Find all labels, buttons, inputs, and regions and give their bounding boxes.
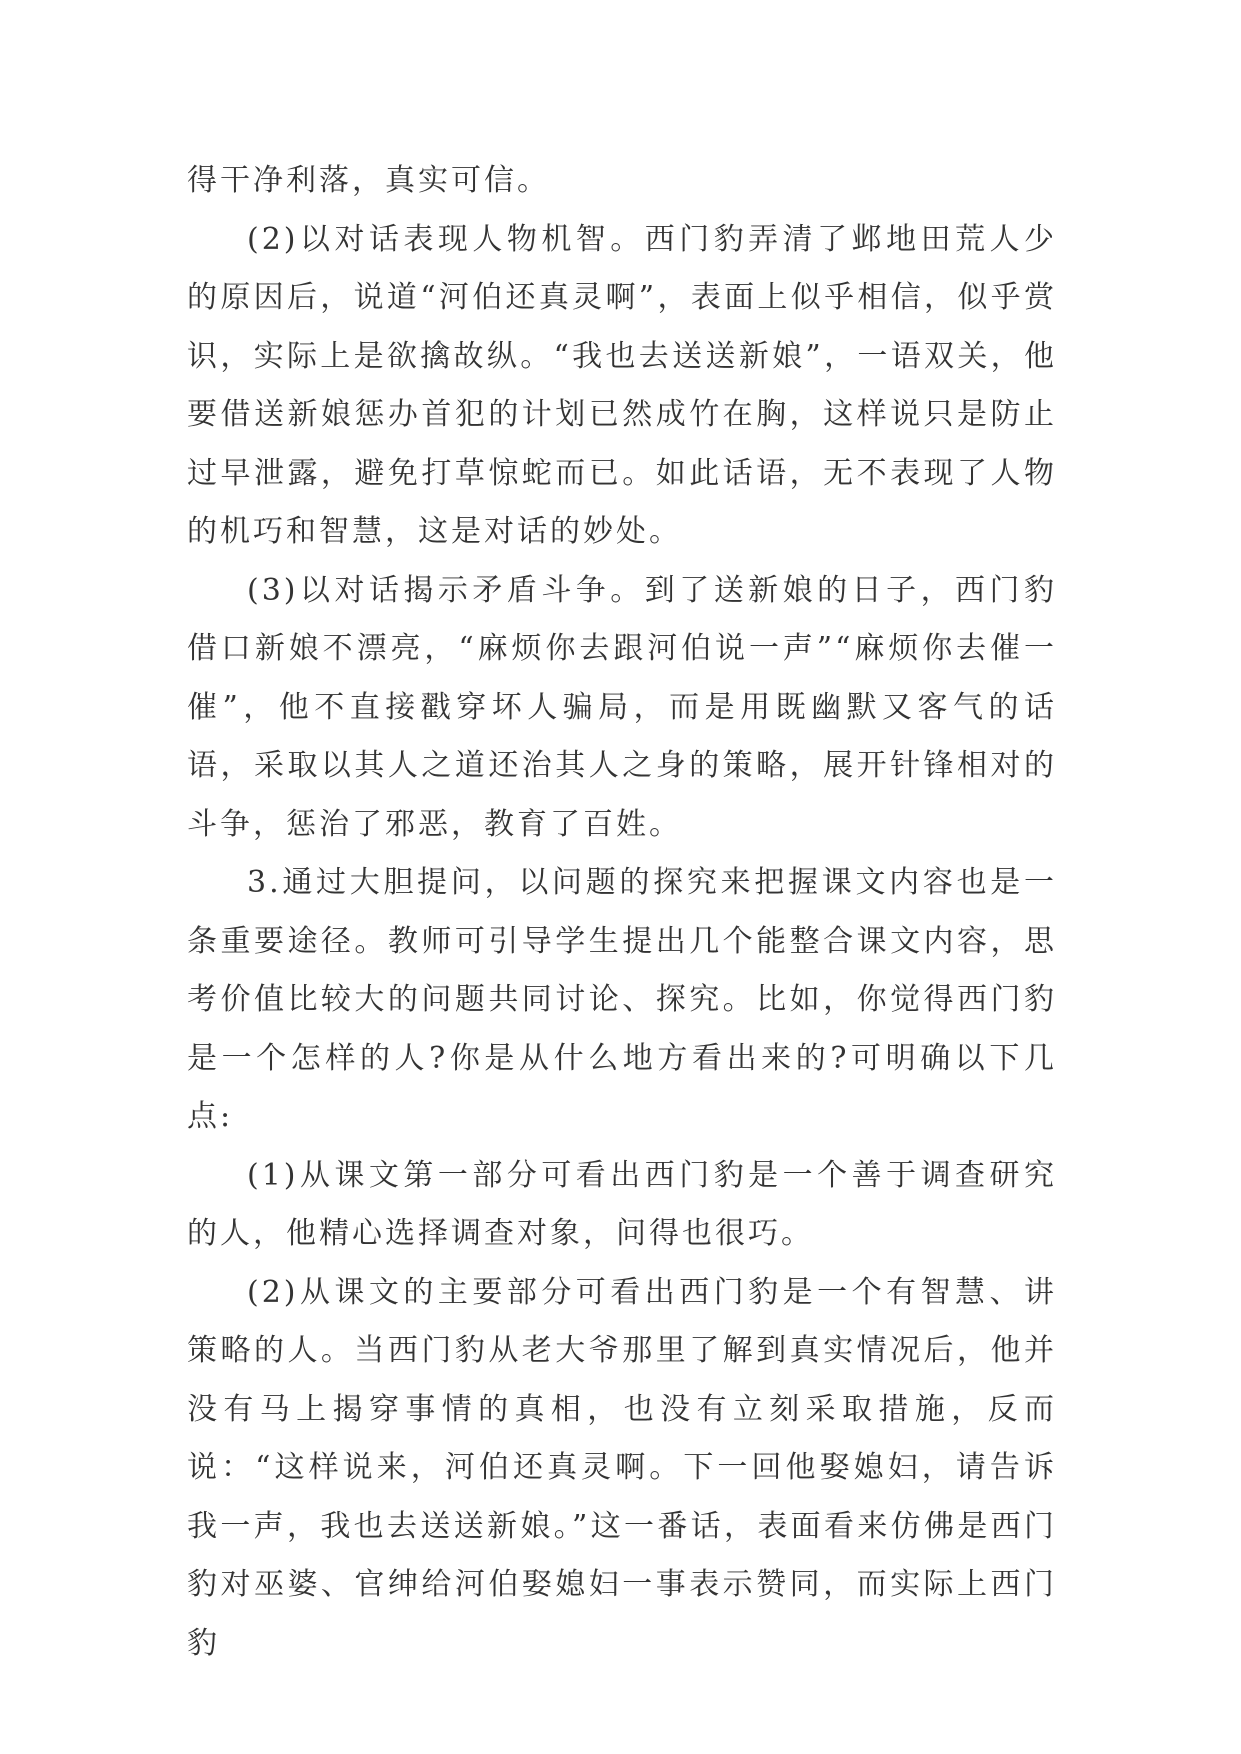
paragraph-point-research: (1)从课文第一部分可看出西门豹是一个善于调查研究的人，他精心选择调查对象，问得也很巧。	[187, 1157, 1057, 1251]
paragraph-dialogue-conflict: (3)以对话揭示矛盾斗争。到了送新娘的日子，西门豹借口新娘不漂亮，“麻烦你去跟河伯说一声”“麻烦你去催一催”，他不直接戳穿坏人骗局，而是用既幽默又客气的话语，采取以其人之道还治其人之身的策略，展开针锋相对的斗争，惩治了邪恶，教育了百姓。	[187, 572, 1057, 842]
paragraph-continuation: 得干净利落，真实可信。	[187, 163, 550, 198]
document-page	[187, 152, 1057, 1673]
paragraph-dialogue-wit: (2)以对话表现人物机智。西门豹弄清了邺地田荒人少的原因后，说道“河伯还真灵啊”，表面上似乎相信，似乎赏识，实际上是欲擒故纵。“我也去送送新娘”，一语双关，他要借送新娘惩办首犯的计划已然成竹在胸，这样说只是防止过早泄露，避免打草惊蛇而已。如此话语，无不表现了人物的机巧和智慧，这是对话的妙处。	[187, 221, 1057, 549]
paragraph-point-strategy: (2)从课文的主要部分可看出西门豹是一个有智慧、讲策略的人。当西门豹从老大爷那里了解到真实情况后，他并没有马上揭穿事情的真相，也没有立刻采取措施，反而说：“这样说来，河伯还真灵啊。下一回他娶媳妇，请告诉我一声，我也去送送新娘。”这一番话，表面看来仿佛是西门豹对巫婆、官绅给河伯娶媳妇一事表示赞同，而实际上西门豹	[187, 1274, 1057, 1661]
paragraph-questioning: 3.通过大胆提问，以问题的探究来把握课文内容也是一条重要途径。教师可引导学生提出几个能整合课文内容，思考价值比较大的问题共同讨论、探究。比如，你觉得西门豹是一个怎样的人?你是从什么地方看出来的?可明确以下几点:	[187, 865, 1057, 1134]
